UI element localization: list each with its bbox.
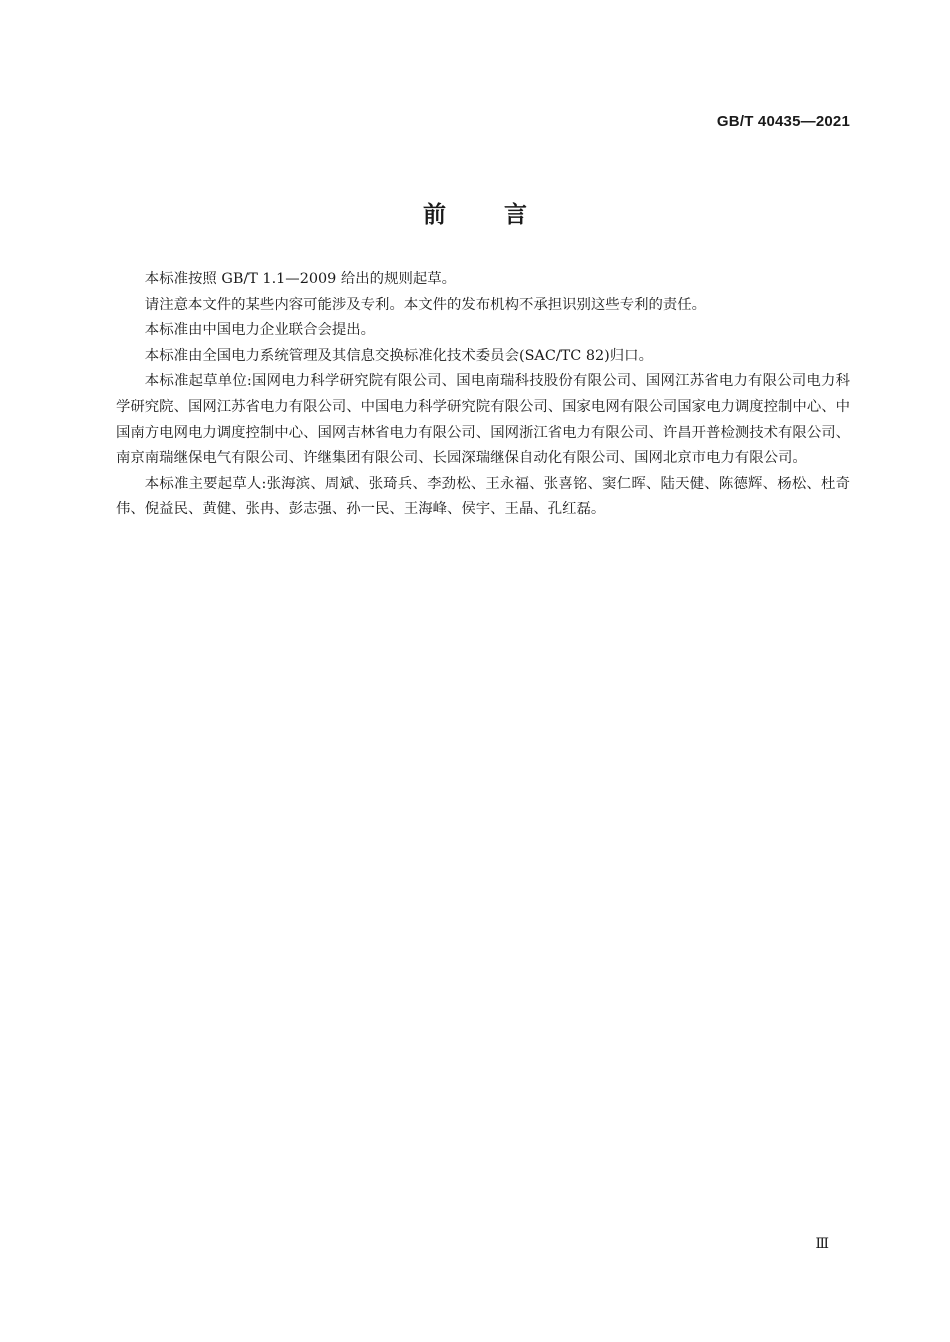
paragraph-drafting-units: 本标准起草单位:国网电力科学研究院有限公司、国电南瑞科技股份有限公司、国网江苏省电力有限公司电力科学研究院、国网江苏省电力有限公司、中国电力科学研究院有限公司、国家电网有限公司国家电力调度控制中心、中国南方电网电力调度控制中心、国网吉林省电力有限公司、国网浙江省电力有限公司、许昌开普检测技术有限公司、南京南瑞继保电气有限公司、许继集团有限公司、长园深瑞继保自动化有限公司、国网北京市电力有限公司。 — [116, 373, 850, 467]
title-char-1: 前 — [423, 202, 446, 228]
paragraph-patent-notice: 请注意本文件的某些内容可能涉及专利。本文件的发布机构不承担识别这些专利的责任。 — [144, 296, 707, 313]
page-title — [0, 196, 950, 229]
foreword-body — [116, 267, 850, 523]
title-char-2: 言 — [504, 202, 527, 228]
paragraph-committee: 本标准由全国电力系统管理及其信息交换标准化技术委员会(SAC/TC 82)归口。 — [144, 347, 653, 364]
paragraph-drafters: 本标准主要起草人:张海滨、周斌、张琦兵、李劲松、王永福、张喜铭、窦仁晖、陆天健、陈德辉、杨松、杜奇伟、倪益民、黄健、张冉、彭志强、孙一民、王海峰、侯宇、王晶、孔红磊。 — [116, 475, 850, 518]
paragraph-proposer: 本标准由中国电力企业联合会提出。 — [144, 322, 376, 339]
paragraph-drafting-rules: 本标准按照 GB/T 1.1—2009 给出的规则起草。 — [144, 271, 457, 287]
page-number: Ⅲ — [815, 1236, 829, 1252]
standard-code: GB/T 40435—2021 — [716, 113, 850, 130]
